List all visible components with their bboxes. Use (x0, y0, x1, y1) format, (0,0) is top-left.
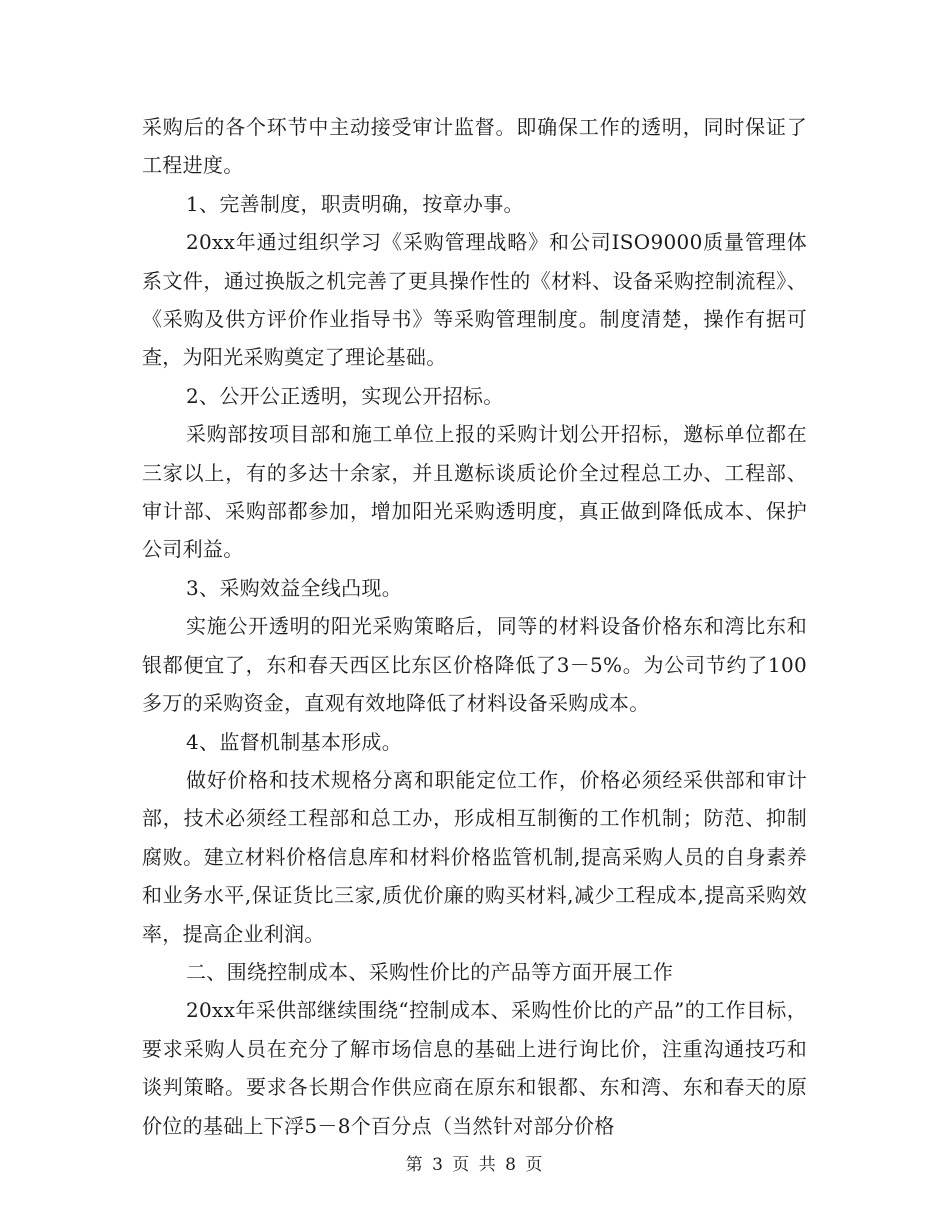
paragraph-1: 20xx年通过组织学习《采购管理战略》和公司ISO9000质量管理体系文件，通过换版之机完善了更具操作性的《材料、设备采购控制流程》、《采购及供方评价作业指导书》等采购管理制度。制度清楚，操作有据可查，为阳光采购奠定了理论基础。 (142, 230, 807, 370)
document-body (142, 108, 807, 1145)
chapter-heading-2: 二、围绕控制成本、采购性价比的产品等方面开展工作 (186, 959, 674, 984)
section-heading-1: 1、完善制度，职责明确，按章办事。 (186, 191, 524, 216)
paragraph-4: 做好价格和技术规格分离和职能定位工作，价格必须经采供部和审计部，技术必须经工程部和总工办，形成相互制衡的工作机制；防范、抑制腐败。建立材料价格信息库和材料价格监管机制,提高采购人员的自身素养和业务水平,保证货比三家,质优价廉的购买材料,减少工程成本,提高采购效率，提高企业利润。 (142, 767, 807, 946)
paragraph-3: 实施公开透明的阳光采购策略后，同等的材料设备价格东和湾比东和银都便宜了，东和春天西区比东区价格降低了3－5%。为公司节约了100多万的采购资金，直观有效地降低了材料设备采购成本。 (142, 614, 807, 716)
paragraph-5: 20xx年采供部继续围绕“控制成本、采购性价比的产品”的工作目标，要求采购人员在充分了解市场信息的基础上进行询比价，注重沟通技巧和谈判策略。要求各长期合作供应商在原东和银都、东和湾、东和春天的原价位的基础上下浮5－8个百分点（当然针对部分价格 (142, 998, 807, 1138)
paragraph-2: 采购部按项目部和施工单位上报的采购计划公开招标，邀标单位都在三家以上，有的多达十余家，并且邀标谈质论价全过程总工办、工程部、审计部、采购部都参加，增加阳光采购透明度，真正做到降低成本、保护公司利益。 (142, 422, 807, 562)
paragraph-continuation: 采购后的各个环节中主动接受审计监督。即确保工作的透明，同时保证了工程进度。 (142, 115, 807, 178)
section-heading-2: 2、公开公正透明，实现公开招标。 (186, 383, 504, 408)
section-heading-4: 4、监督机制基本形成。 (186, 729, 403, 754)
section-heading-3: 3、采购效益全线凸现。 (186, 575, 403, 600)
page-number-footer: 第 3 页 共 8 页 (405, 1155, 545, 1175)
